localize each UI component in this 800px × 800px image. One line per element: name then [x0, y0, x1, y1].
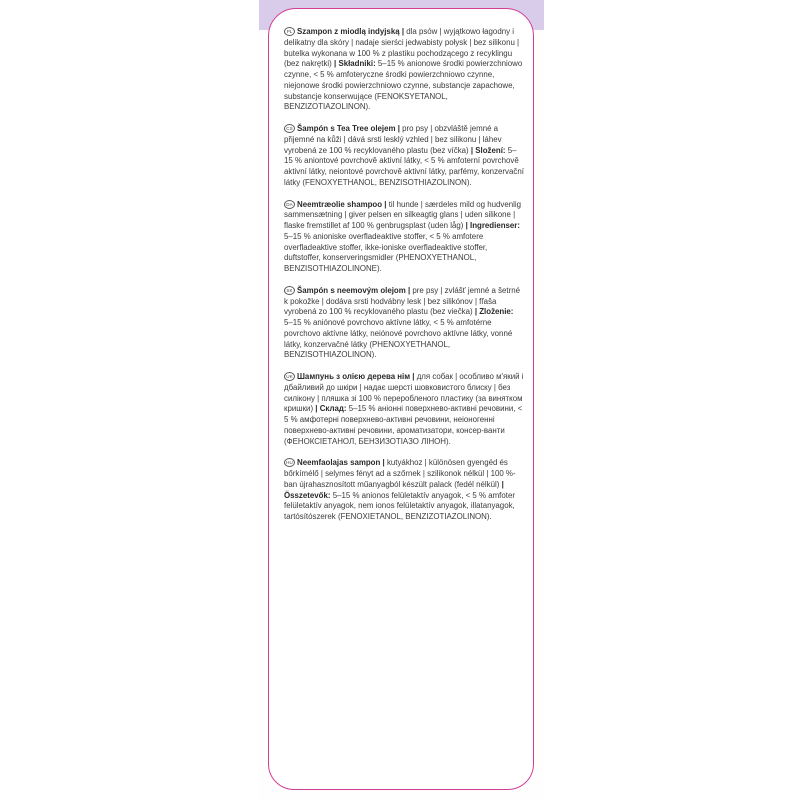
- separator: |: [384, 199, 387, 209]
- separator: |: [382, 458, 385, 468]
- ingredients-label-pl: Składniki:: [338, 59, 376, 69]
- separator: |: [412, 372, 415, 381]
- section-pl: [284, 27, 524, 113]
- separator: |: [501, 479, 504, 489]
- ingredients-label-da: Ingredienser:: [470, 221, 521, 230]
- section-sk: [284, 286, 524, 361]
- language-badge-hu: HU: [284, 458, 295, 467]
- product-title-hu: Neemfaolajas sampon: [297, 458, 381, 468]
- language-badge-da: DA: [284, 200, 295, 209]
- section-uk: [284, 372, 524, 447]
- product-description-cs: pro psy | obzvláště jemné a přijemné na kůži | dává srsti lesklý vzhled | bez silikonu | láhev vyrobená ze 100 % recyklovaného plastu (bez víčka): [284, 124, 502, 155]
- ingredients-text-da: 5–15 % anioniske overfladeaktive stoffer, < 5 % amfotere overfladeaktive stoffer, ikke-ioniske overfladeaktive stoffer, duftstoffer, konserveringsmidler (PHENOXYETHANOL, BENZISOTHIAZOLINONE).: [284, 231, 488, 273]
- separator: |: [470, 145, 474, 155]
- product-title-cs: Šampón s Tea Tree olejem: [297, 124, 396, 133]
- label-text-column: [284, 27, 524, 534]
- ingredients-text-sk: 5–15 % aniónové povrchovo aktívne látky, < 5 % amfotérne povrchovo aktívne látky, neiónové povrchovo aktívne látky, vonné látky, konzervačné látky (PHENOXYETHANOL, BENZISOTHIAZOLINON).: [284, 318, 513, 360]
- ingredients-label-cs: Složení:: [475, 145, 506, 155]
- product-description-pl: dla psów | wyjątkowo łagodny i delikatny dla skóry | nadaje sierści jedwabisty połysk | bez silikonu | butelka wykonana w 100 % z plastiku pochodzącego z recyklingu (bez nakrętki): [284, 27, 520, 69]
- ingredients-label-hu: Összetevők:: [284, 490, 331, 500]
- ingredients-text-hu: 5–15 % anionos felületaktív anyagok, < 5 % amfoter felületaktív anyagok, nem ionos felületaktív anyagok, illatanyagok, tartósítószerek (FENOXIETANOL, BENZIZOTIAZOLINON).: [284, 490, 515, 521]
- product-title-uk: Шампунь з олією дерева нім: [297, 372, 411, 381]
- product-title-sk: Šampón s neemovým olejom: [297, 285, 406, 295]
- ingredients-label-sk: Zloženie:: [479, 307, 514, 317]
- section-cs: [284, 124, 524, 189]
- language-badge-uk: UK: [284, 372, 295, 381]
- product-description-uk: для собак | особливо м'який і дбайливий до шкіри | надає шерсті шовковистого блиску | без силікону | пляшка зі 100 % переробленого пластику (за винятком кришки): [284, 372, 524, 414]
- section-da: [284, 200, 524, 275]
- language-badge-pl: PL: [284, 27, 295, 36]
- separator: |: [465, 221, 468, 230]
- product-description-da: til hunde | særdeles mild og hudvenlig sammensætning | giver pelsen en silkeagtig glans | uden silikone | flaske fremstillet af 100 % genbrugsplast (uden låg): [284, 199, 522, 230]
- product-title-da: Neemtræolie shampoo: [297, 199, 383, 209]
- language-badge-cs: CS: [284, 124, 295, 133]
- separator: |: [474, 307, 478, 317]
- separator: |: [397, 124, 400, 133]
- separator: |: [315, 404, 318, 414]
- product-title-pl: Szampon z miodlą indyjską: [297, 27, 400, 36]
- ingredients-label-uk: Склад:: [319, 404, 347, 414]
- separator: |: [401, 27, 405, 36]
- ingredients-text-uk: 5–15 % аніонні поверхнево-активні речовини, < 5 % амфотерні поверхнево-активні речовини, неіоногенні поверхнево-активні речовини, ароматизатори, консер-ванти (ФЕНОКСІЕТАНОЛ, БЕНЗИЗОТІАЗО ЛІНОН).: [284, 404, 523, 446]
- section-hu: [284, 458, 524, 523]
- language-badge-sk: SK: [284, 286, 295, 295]
- ingredients-text-cs: 5–15 % aniontové povrchově aktivní látky, < 5 % amfoterní povrchově aktivní látky, neiontové povrchově aktivní látky, parfémy, konzervační látky (FENOXYETHANOL, BENZISOTHIAZOLINON).: [284, 145, 524, 187]
- ingredients-text-pl: 5–15 % anionowe środki powierzchniowo czynne, < 5 % amfoteryczne środki powierzchniowo czynne, niejonowe środki powierzchniowo czynne, substancje zapachowe, substancje konserwujące (FENOKSYETANOL, BENZIZOTIAZOLINON).: [284, 59, 523, 112]
- separator: |: [334, 59, 337, 69]
- separator: |: [407, 285, 411, 295]
- product-description-hu: kutyákhoz | különösen gyengéd és bőrkímélő | selymes fényt ad a szőrnek | szilikonok nélkül | 100 %-ban újrahasznosított műanyagból készült palack (fedél nélkül): [284, 458, 516, 489]
- product-description-sk: pre psy | zvlášť jemné a šetrné k pokožke | dodáva srsti hodvábny lesk | bez silikónov | fľaša vyrobená zo 100 % recyklovaného plastu (bez viečka): [284, 285, 521, 317]
